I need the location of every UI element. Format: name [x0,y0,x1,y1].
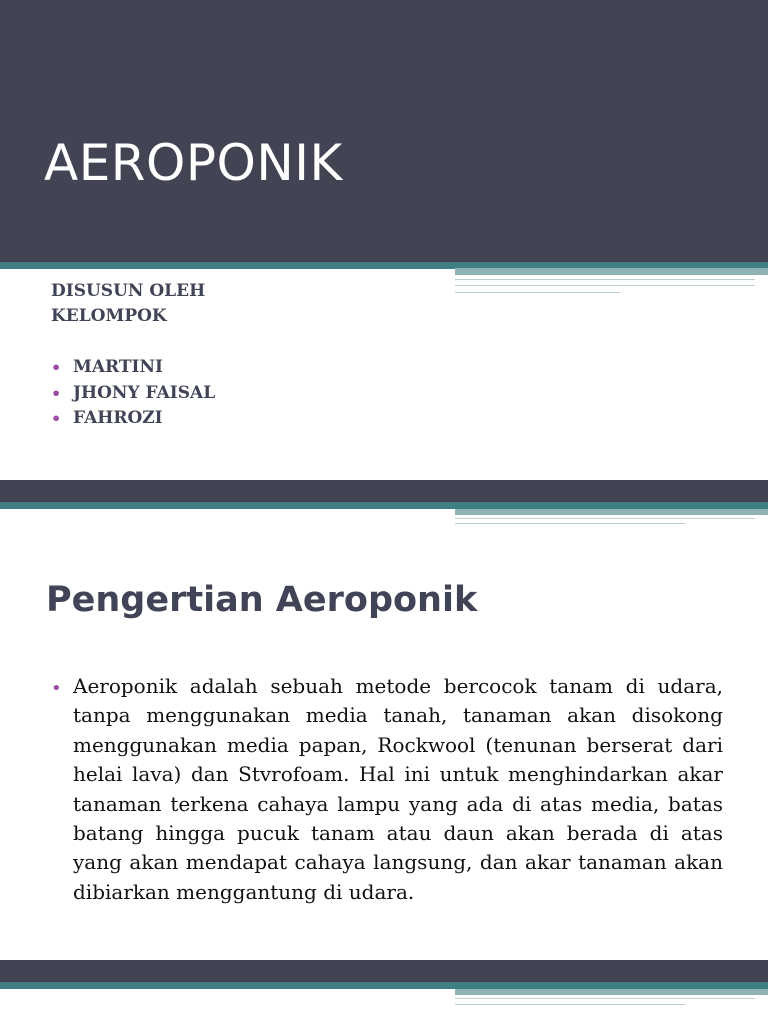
member-name: JHONY FAISAL [73,382,216,403]
member-list [51,355,215,432]
list-item [51,381,215,407]
definition-text: Aeroponik adalah sebuah metode bercocok tanam di udara, tanpa menggunakan media tanah, tanaman akan disokong menggunakan media papan, Rockwool (tenunan berserat dari helai lava) dan Stvrofoam. Hal ini untuk menghindarkan akar tanaman terkena cahaya lampu yang ada di atas media, batas batang hingga pucuk tanam atau daun akan berada di atas yang akan mendapat cahaya langsung, dan akar tanaman akan dibiarkan menggantung di udara. [73,674,723,904]
decorative-line [455,523,685,524]
divider-accent-bar [0,502,768,509]
decorative-line [455,292,620,293]
subtitle-line: KELOMPOK [51,306,167,326]
main-title: AEROPONIK [44,134,343,192]
slide-divider [0,480,768,502]
bullet-icon: • [51,678,62,699]
decorative-line [455,998,755,999]
decorative-line [455,518,755,519]
definition-bullet [51,672,723,907]
member-name: FAHROZI [73,408,163,428]
decorative-line [455,285,755,286]
list-item [51,406,215,432]
decorative-line [455,279,755,280]
decorative-band [455,989,768,995]
divider-accent-bar [0,982,768,989]
slide-divider [0,960,768,982]
bullet-icon: • [51,383,62,403]
subtitle [51,279,205,329]
list-item [51,355,215,381]
title-block [0,0,768,262]
decorative-band [455,509,768,515]
section-title: Pengertian Aeroponik [46,580,478,620]
bullet-icon: • [51,409,62,428]
bullet-icon: • [51,358,62,377]
member-name: MARTINI [73,357,163,377]
decorative-band [455,268,768,275]
subtitle-line: DISUSUN OLEH [51,281,206,301]
decorative-line [455,1004,685,1005]
